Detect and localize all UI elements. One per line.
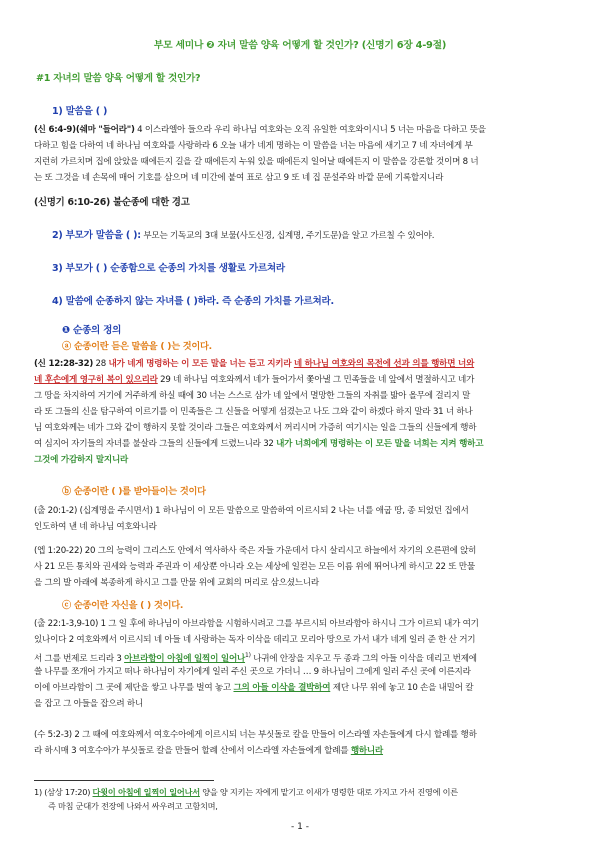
footnote-line-1: 1) (삼상 17:20) 다윗이 아침에 일찍이 일어나서 양을 양 지키는 자에게 맡기고 이새가 명령한 대로 가지고 가서 진영에 이른	[34, 787, 458, 797]
footnote-divider	[34, 780, 214, 781]
obedience-definition-heading: ❶ 순종의 정의	[62, 325, 122, 336]
item-a-label: ⓐ 순종이란 듣은 말씀을 ( )는 것이다.	[62, 341, 212, 352]
footnote-line-2: 즉 마침 군대가 전장에 나와서 싸우려고 고함치며,	[48, 801, 218, 811]
c-line-5: 이에 아브라함이 그 곳에 제단을 쌓고 나무를 벌여 놓고 그의 아들 이삭을 결박하여 제단 나무 위에 놓고 10 손을 내밀어 칼	[34, 683, 474, 693]
a-line-4: 라 또 그들의 신을 탐구하여 이르기를 이 민족들은 그 신들을 어떻게 섬겼는고 나도 그와 같이 하겠다 하지 말라 31 너 하나	[34, 407, 473, 417]
item-b-label: ⓑ 순종이란 ( )를 받아들이는 것이다	[62, 486, 206, 497]
s4-label: 4) 말씀에 순종하지 않는 자녀를 ( )하라. 즉 순종의 가치를 가르쳐라.	[52, 296, 334, 307]
a-line-6: 여 심지어 자기들의 자녀를 불살라 그들의 신들에게 드렸느니라 32 내가 너희에게 명령하는 이 모든 말을 너희는 지켜 행하고	[34, 439, 484, 449]
b-line-5: 을 그의 발 아래에 복종하게 하시고 그를 만물 위에 교회의 머리로 삼으셨느니라	[34, 578, 319, 588]
s1-line-3: 지런히 가르치며 집에 앉았을 때에든지 길을 갈 때에든지 누워 있을 때에든지 일어날 때에든지 이 말씀을 강론할 것이며 8 너	[34, 157, 479, 167]
c-line-1: (출 22:1-3,9-10) 1 그 일 후에 하나님이 아브라함을 시험하시려고 그를 부르시되 아브라함아 하시니 그가 이르되 내가 여기	[34, 619, 479, 629]
b-line-3: (엡 1:20-22) 20 그의 능력이 그리스도 안에서 역사하사 죽은 자들 가운데서 다시 살리시고 하늘에서 자기의 오른편에 앉히	[34, 546, 477, 556]
s1-line-2: 다하고 힘을 다하여 네 하나님 여호와를 사랑하라 6 오늘 내가 네게 명하는 이 말씀을 너는 마음에 새기고 7 네 자녀에게 부	[34, 141, 473, 151]
warning-heading: (신명기 6:10-26) 불순종에 대한 경고	[34, 197, 190, 208]
a-line-1: (신 12:28-32) 28 내가 네게 명령하는 이 모든 말을 너는 듣고 지키라 네 하나님 여호와의 목전에 선과 의를 행하면 너와	[34, 359, 475, 369]
c-line-2: 있나이다 2 여호와께서 이르시되 네 아들 네 사랑하는 독자 이삭을 데리고 모리아 땅으로 가서 내가 네게 일러 준 한 산 거기	[34, 635, 476, 645]
document-title: 부모 세미나 ❷ 자녀 말씀 양육 어떻게 할 것인가? (신명기 6장 4-9절)	[153, 40, 447, 51]
page-number: - 1 -	[291, 822, 309, 832]
a-line-3: 그 땅을 차지하여 거기에 거주하게 하실 때에 30 너는 스스로 삼가 네 앞에서 멸망한 그들의 자취를 밟아 올무에 걸리지 말	[34, 391, 471, 401]
d-line-2: 라 하시매 3 여호수아가 부싯돌로 칼을 만들어 할례 산에서 이스라엘 자손들에게 할례를 행하니라	[34, 746, 384, 756]
a-line-7: 그것에 가감하지 말지니라	[34, 455, 129, 465]
section-heading: #1 자녀의 말씀 양육 어떻게 할 것인가?	[36, 73, 201, 84]
s2-line: 2) 부모가 말씀을 ( ): 부모는 기독교의 3대 보물(사도신경, 십계명, 주기도문)을 알고 가르칠 수 있어야.	[52, 230, 435, 241]
a-line-2: 네 후손에게 영구히 복이 있으리라 29 네 하나님 여호와께서 네가 들어가서 쫓아낼 그 민족들을 네 앞에서 멸절하시고 네가	[34, 375, 475, 385]
a-line-5: 님 여호와께는 네가 그와 같이 행하지 못할 것이라 그들은 여호와께서 꺼리시며 가증히 여기시는 일을 그들의 신들에게 행하	[34, 423, 477, 433]
b-line-2: 인도하여 낸 네 하나님 여호와니라	[34, 522, 157, 532]
c-line-6: 을 잡고 그 아들을 잡으려 하니	[34, 699, 144, 709]
s1-line-1: (신 6:4-9)(쉐마 "들어라") 4 이스라엘아 들으라 우리 하나님 여호와는 오직 유일한 여호와이시니 5 너는 마음을 다하고 뜻을	[34, 125, 486, 135]
s1-line-4: 는 또 그것을 네 손목에 매어 기호를 삼으며 네 미간에 붙여 표로 삼고 9 또 네 집 문설주와 바깥 문에 기록할지니라	[34, 173, 444, 183]
c-line-3: 서 그를 번제로 드리라 3 아브라함이 아침에 일찍이 일어나$^{1)}$ 나귀에 안장을 지우고 두 종과 그의 아들 이삭을 데리고 번제에	[34, 652, 477, 664]
d-line-1: (수 5:2-3) 2 그 때에 여호와께서 여호수아에게 이르시되 너는 부싯돌로 칼을 만들어 이스라엘 자손들에게 다시 할례를 행하	[34, 730, 477, 740]
b-line-1: (출 20:1-2) (십계명을 주시면서) 1 하나님이 이 모든 말씀으로 말씀하여 이르시되 2 나는 너를 애굽 땅, 종 되었던 집에서	[34, 506, 469, 516]
s3-label: 3) 부모가 ( ) 순종함으로 순종의 가치를 생활로 가르쳐라	[52, 263, 285, 274]
s1-label: 1) 말씀을 ( )	[52, 106, 108, 117]
b-line-4: 사 21 모든 통치와 권세와 능력과 주권과 이 세상뿐 아니라 오는 세상에 일컫는 모든 이름 위에 뛰어나게 하시고 22 또 만물	[34, 562, 475, 572]
c-line-4: 쓸 나무를 쪼개어 가지고 떠나 하나님이 자기에게 일러 주신 곳으로 가더니 … 9 하나님이 그에게 일러 주신 곳에 이른지라	[34, 667, 471, 677]
item-c-label: ⓒ 순종이란 자신을 ( ) 것이다.	[62, 600, 184, 611]
